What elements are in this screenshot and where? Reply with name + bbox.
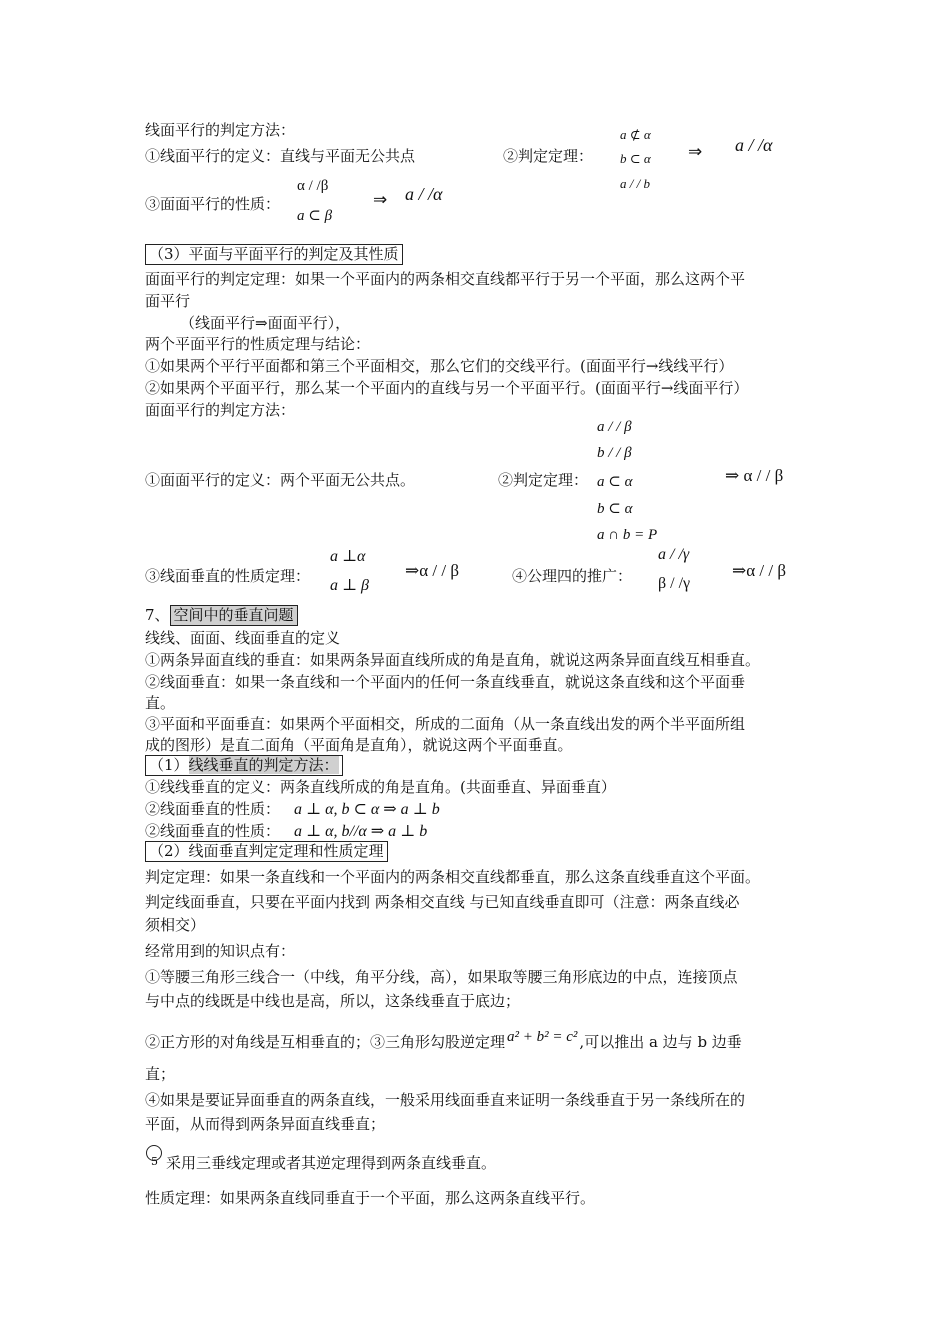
section-7-heading: 7、 空间中的垂直问题	[145, 604, 298, 626]
axiom-four-label: ④公理四的推广：	[512, 567, 633, 585]
criterion-label: ②判定定理：	[503, 147, 594, 165]
cond-p2: b / / β	[597, 445, 632, 461]
result-a-par-alpha: a / /α	[735, 135, 773, 155]
line-plane-definition: ①线面平行的定义：直线与平面无公共点	[145, 147, 416, 165]
implies-arrow: ⇒	[688, 142, 703, 162]
line-plane-property-2: ②线面垂直的性质： a ⊥ α, b//α ⇒ a ⊥ b	[145, 822, 428, 840]
cond-r1: a / /γ	[658, 546, 690, 563]
cond-alpha-par-beta: α / /β	[297, 178, 329, 194]
implies-arrow: ⇒	[373, 190, 388, 210]
definition-2-cont: 直。	[145, 694, 176, 712]
cond-p4: b ⊂ α	[597, 501, 633, 517]
definition-1: ①两条异面直线的垂直：如果两条异面直线所成的角是直角，就说这两条异面直线互相垂直。	[145, 651, 761, 669]
definition-3: ③平面和平面垂直：如果两个平面相交，所成的二面角（从一条直线出发的两个半平面所组	[145, 715, 746, 733]
result-r: ⇒α / / β	[732, 561, 786, 580]
result-a-par-alpha-2: a / /α	[405, 184, 443, 204]
plane-parallel-theorem-note: （线面平行⇒面面平行），	[180, 314, 351, 332]
plane-definition: ①面面平行的定义：两个平面无公共点。	[145, 471, 416, 489]
cond-p3: a ⊂ α	[597, 474, 633, 490]
point-2: ②正方形的对角线是互相垂直的；③三角形勾股逆定理 a² + b² = c² ,可以推出 a 边与 b 边垂	[145, 1029, 742, 1051]
definitions-title: 线线、面面、线面垂直的定义	[145, 629, 341, 647]
point-4: ④如果是要证异面垂直的两条直线，一般采用线面垂直来证明一条线垂直于另一条线所在的	[145, 1091, 746, 1109]
criterion-label-2: ②判定定理：	[498, 471, 589, 489]
line-plane-methods-title: 线面平行的判定方法：	[145, 121, 296, 139]
line-plane-property-1: ②线面垂直的性质： a ⊥ α, b ⊂ α ⇒ a ⊥ b	[145, 800, 440, 818]
cond-a-not-in-alpha: a ⊄ α	[620, 127, 651, 142]
cond-q2: a ⊥ β	[330, 577, 370, 594]
property-title: 两个平面平行的性质定理与结论：	[145, 335, 371, 353]
property-1: ①如果两个平行平面都和第三个平面相交，那么它们的交线平行。(面面平行→线线平行）	[145, 357, 734, 375]
point-1-cont: 与中点的线既是中线也是高，所以，这条线垂直于底边；	[145, 992, 521, 1010]
definition-2: ②线面垂直：如果一条直线和一个平面内的任何一条直线垂直，就说这条直线和这个平面垂	[145, 673, 746, 691]
result-q: ⇒α / / β	[405, 561, 459, 580]
criterion-hint-cont: 须相交）	[145, 916, 206, 934]
common-points-title: 经常用到的知识点有：	[145, 942, 296, 960]
result-alpha-par-beta: ⇒ α / / β	[725, 466, 784, 485]
perpendicular-property-label: ③线面垂直的性质定理：	[145, 567, 311, 585]
section-3-heading: （3）平面与平面平行的判定及其性质	[145, 244, 403, 265]
line-line-definition: ①线线垂直的定义：两条直线所成的角是直角。(共面垂直、异面垂直）	[145, 778, 616, 796]
cond-a-in-beta: a ⊂ β	[297, 208, 333, 224]
property-2: ②如果两个平面平行，那么某一个平面内的直线与另一个平面平行。(面面平行→线面平行）	[145, 379, 749, 397]
point-5: 采用三垂线定理或者其逆定理得到两条直线垂直。	[166, 1154, 497, 1172]
cond-q1: a ⊥α	[330, 548, 366, 565]
circled-number-label: 5	[151, 1155, 158, 1168]
plane-plane-property-label: ③面面平行的性质：	[145, 195, 281, 213]
criterion-hint: 判定线面垂直，只要在平面内找到 两条相交直线 与已知直线垂直即可（注意：两条直线必	[145, 893, 740, 911]
subsection-1-heading: （1）线线垂直的判定方法：	[145, 755, 343, 776]
cond-p5: a ∩ b = P	[597, 527, 658, 543]
subsection-2-heading: （2）线面垂直判定定理和性质定理	[145, 841, 388, 862]
plane-parallel-theorem-cont: 面平行	[145, 292, 191, 310]
cond-b-in-alpha: b ⊂ α	[620, 151, 651, 166]
plane-methods-title: 面面平行的判定方法：	[145, 401, 296, 419]
plane-parallel-theorem: 面面平行的判定定理：如果一个平面内的两条相交直线都平行于另一个平面，那么这两个平	[145, 270, 746, 288]
property-theorem: 性质定理：如果两条直线同垂直于一个平面，那么这两条直线平行。	[145, 1189, 596, 1207]
definition-3-cont: 成的图形）是直二面角（平面角是直角），就说这两个平面垂直。	[145, 736, 573, 754]
point-1: ①等腰三角形三线合一（中线，角平分线，高），如果取等腰三角形底边的中点，连接顶点	[145, 968, 738, 986]
cond-p1: a / / β	[597, 419, 632, 435]
cond-a-par-b: a / / b	[620, 176, 650, 191]
cond-r2: β / /γ	[658, 575, 691, 592]
criterion-theorem: 判定定理：如果一条直线和一个平面内的两条相交直线都垂直，那么这条直线垂直这个平面。	[145, 868, 761, 886]
point-4-cont: 平面，从而得到两条异面直线垂直；	[145, 1115, 386, 1133]
point-2-cont: 直；	[145, 1065, 176, 1083]
